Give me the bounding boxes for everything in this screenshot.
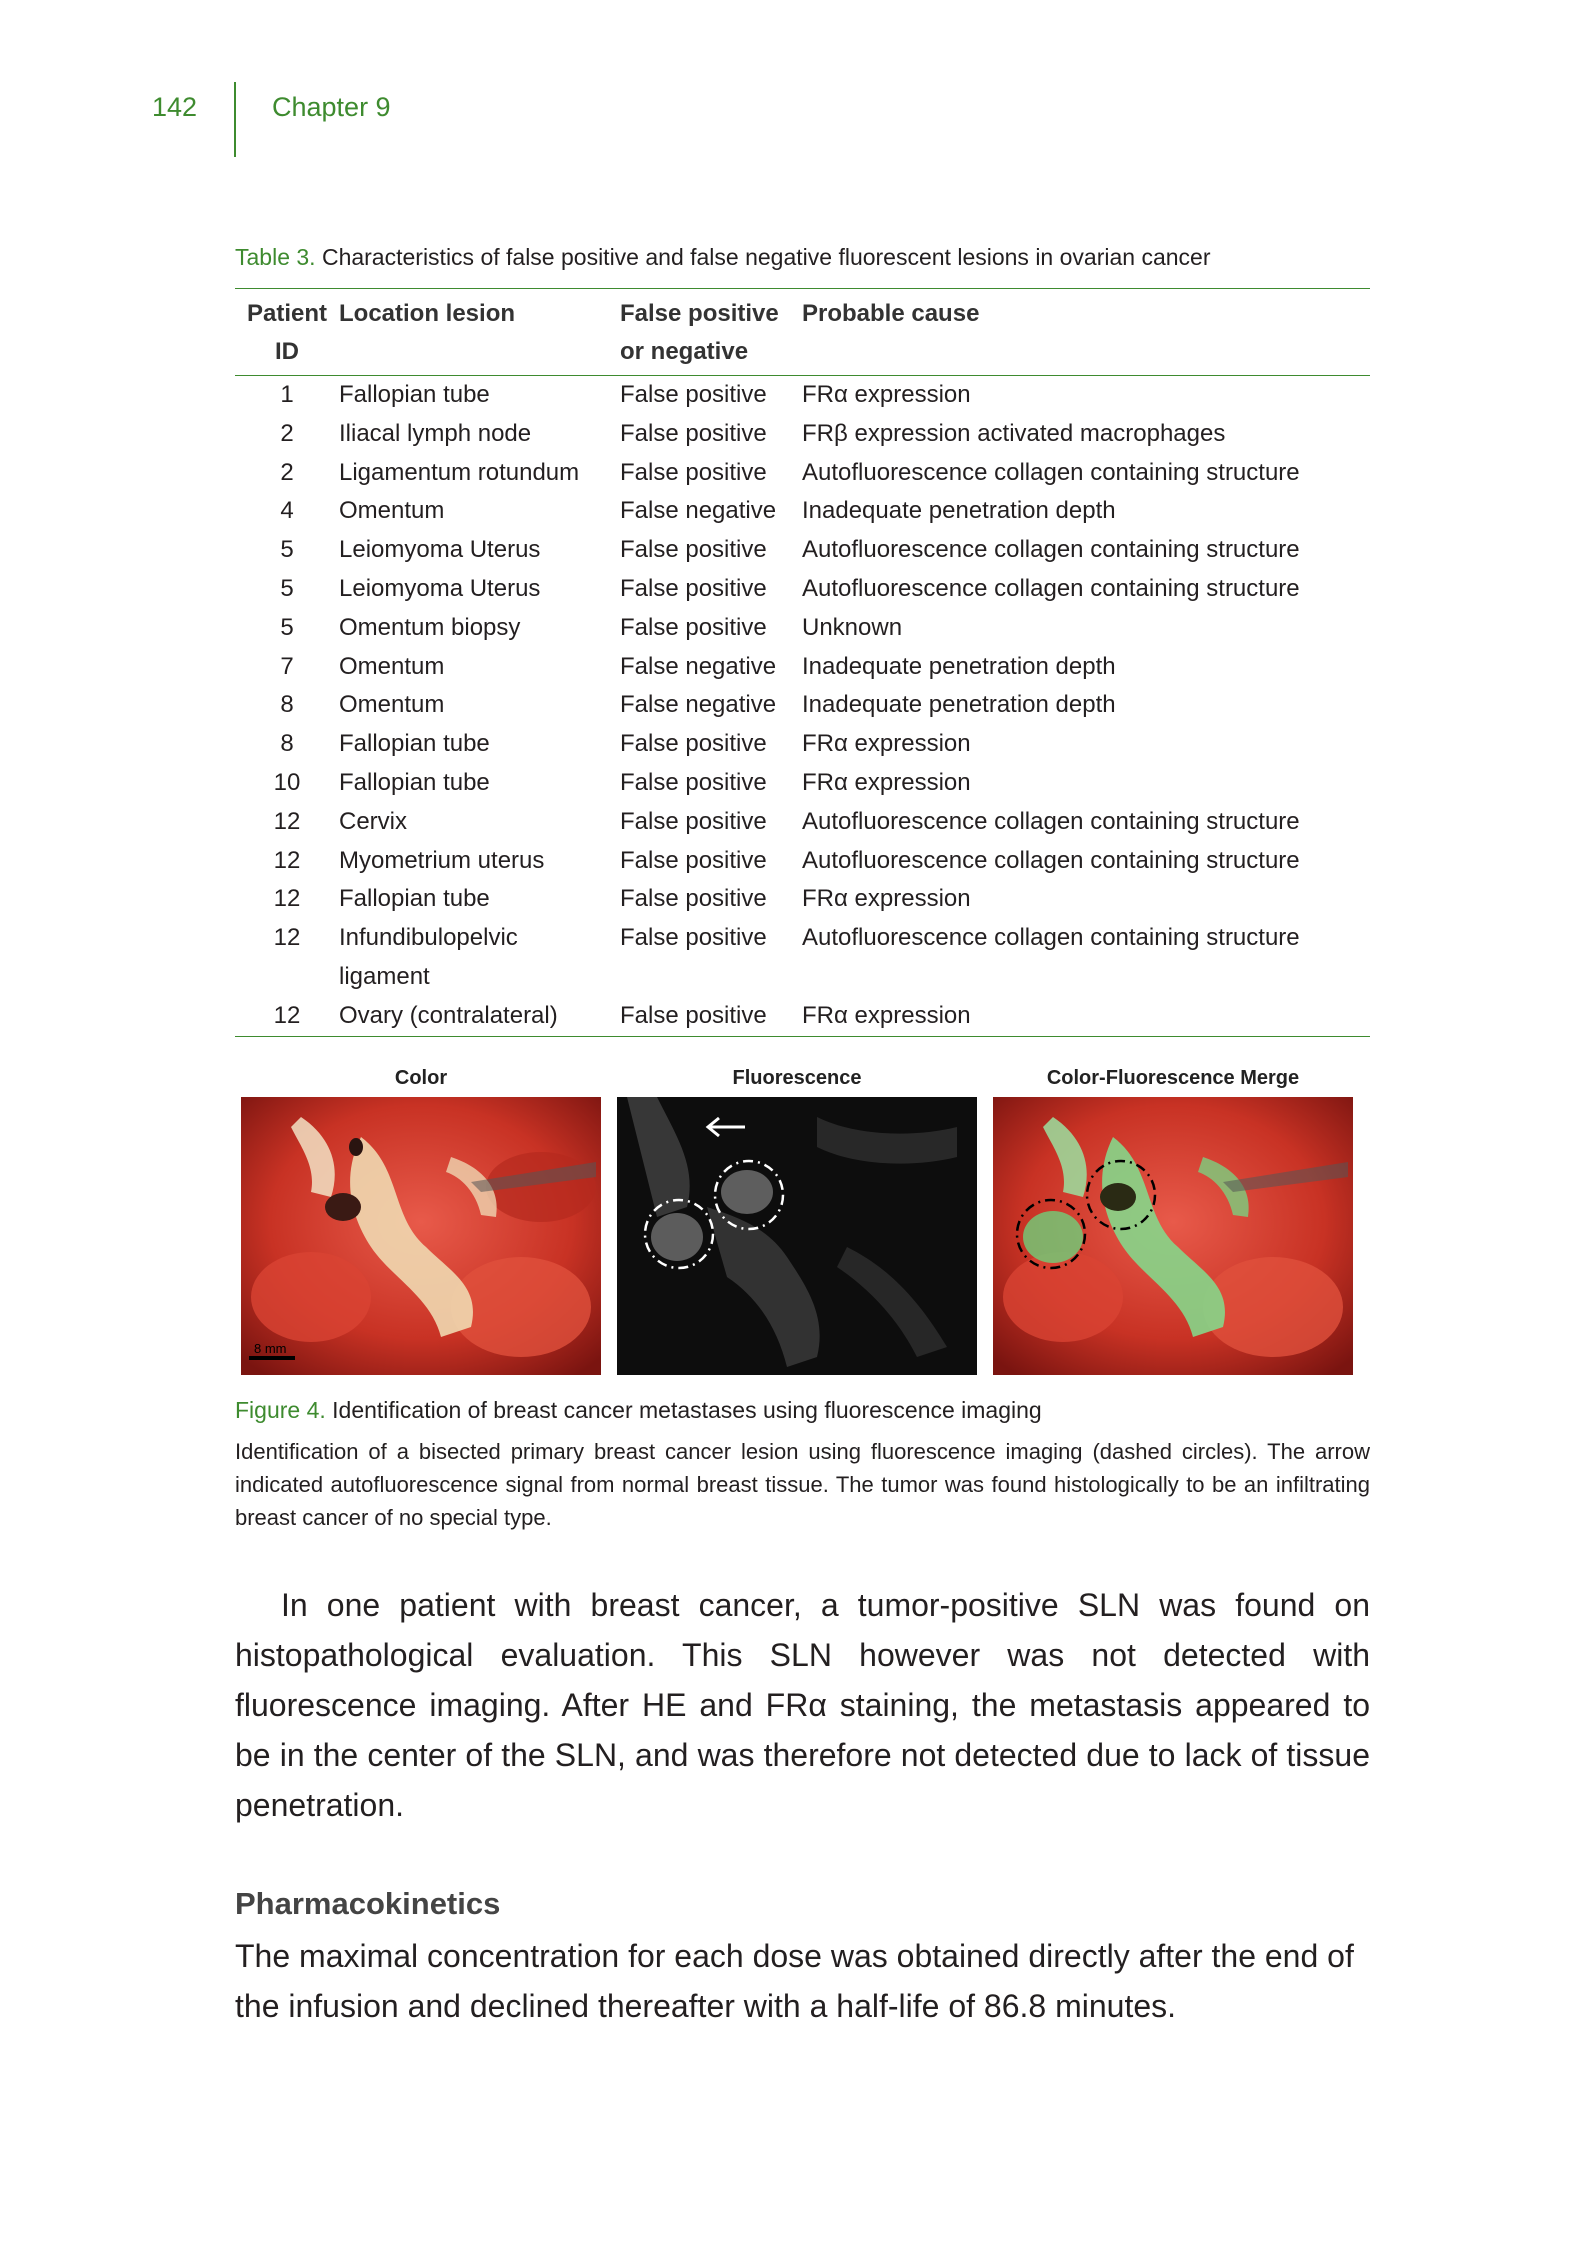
table-row — [235, 376, 1370, 415]
cell-cause: Unknown — [802, 613, 903, 641]
cell-patient-id: 8 — [280, 691, 294, 719]
table-row — [235, 958, 1370, 997]
table-row — [235, 919, 1370, 958]
cell-result — [620, 958, 802, 997]
cell-location: Omentum — [339, 652, 445, 680]
panel-label-fluorescence: Fluorescence — [732, 1067, 862, 1089]
cell-patient-id: 4 — [280, 497, 294, 525]
cell-location: Fallopian tube — [339, 768, 490, 796]
page-number: 142 — [152, 92, 198, 122]
cell-result: False negative — [620, 497, 777, 525]
cell-cause: Autofluorescence collagen containing structure — [802, 924, 1300, 952]
cell-location: Omentum — [339, 691, 445, 719]
figure-caption-text: Identification of breast cancer metastases using fluorescence imaging — [332, 1397, 1042, 1423]
cell-location: Ligamentum rotundum — [339, 458, 580, 486]
col-location: Location lesion — [339, 289, 620, 376]
cell-cause: FRα expression — [802, 885, 971, 913]
cell-cause: FRβ expression activated macrophages — [802, 419, 1226, 447]
cell-patient-id: 2 — [280, 419, 294, 447]
cell-patient-id: 12 — [235, 997, 339, 1036]
cell-result: False positive — [620, 536, 767, 564]
chapter-title: Chapter 9 — [272, 92, 391, 122]
col-patient-id-line1: Patient — [246, 300, 327, 327]
cell-patient-id: 12 — [273, 807, 301, 835]
cell-cause: Inadequate penetration depth — [802, 497, 1116, 525]
cell-patient-id: 10 — [273, 768, 301, 796]
cell-location: Fallopian tube — [339, 730, 490, 758]
merge-image — [993, 1097, 1353, 1375]
table-body — [235, 376, 1370, 1037]
body-paragraph-2: The maximal concentration for each dose was obtained directly after the end of the infusion and declined thereafter with a half-life of 86.8 minutes. — [235, 1938, 1354, 2024]
cell-cause: Autofluorescence collagen containing structure — [802, 846, 1300, 874]
cell-location: Myometrium uterus — [339, 846, 545, 874]
cell-result: False positive — [620, 419, 767, 447]
table-row — [235, 725, 1370, 764]
cell-patient-id: 5 — [280, 574, 294, 602]
table-row — [235, 570, 1370, 609]
cell-result: False positive — [620, 768, 767, 796]
cell-result: False positive — [620, 885, 767, 913]
col-false-pos-neg-line1: False positive — [620, 300, 779, 327]
cell-location: Cervix — [339, 807, 408, 835]
cell-cause: FRα expression — [802, 381, 971, 408]
cell-result: False positive — [620, 574, 767, 602]
color-image — [241, 1097, 601, 1375]
panel-label-merge: Color-Fluorescence Merge — [1046, 1067, 1300, 1089]
cell-result: False positive — [620, 846, 767, 874]
table-row — [235, 648, 1370, 687]
table-label: Table 3. — [235, 244, 316, 270]
lesions-table — [235, 288, 1370, 1037]
table-row — [235, 531, 1370, 570]
table-caption — [235, 244, 1370, 271]
cell-cause — [802, 958, 1370, 997]
cell-result: False positive — [620, 613, 767, 641]
table-row — [235, 454, 1370, 493]
cell-location: Omentum — [339, 497, 445, 525]
cell-result: False negative — [620, 652, 777, 680]
cell-result: False positive — [620, 381, 767, 408]
cell-location: Ovary (contralateral) — [339, 997, 620, 1036]
cell-patient-id — [235, 958, 339, 997]
table-row — [235, 686, 1370, 725]
cell-patient-id: 1 — [280, 381, 294, 408]
table-row — [235, 997, 1370, 1036]
fluorescence-image — [617, 1097, 977, 1375]
table-row — [235, 764, 1370, 803]
cell-cause: Inadequate penetration depth — [802, 652, 1116, 680]
cell-location: Leiomyoma Uterus — [339, 574, 541, 602]
cell-location: Iliacal lymph node — [339, 419, 532, 447]
col-false-pos-neg — [620, 289, 802, 376]
cell-location: Leiomyoma Uterus — [339, 536, 541, 564]
section-heading: Pharmacokinetics — [235, 1886, 501, 1921]
cell-cause: Inadequate penetration depth — [802, 691, 1116, 719]
table-row — [235, 842, 1370, 881]
cell-patient-id: 5 — [280, 536, 294, 564]
table-row — [235, 609, 1370, 648]
scale-bar — [249, 1356, 295, 1360]
figure-label: Figure 4. — [235, 1397, 326, 1423]
cell-patient-id: 5 — [280, 613, 294, 641]
cell-result: False positive — [620, 458, 767, 486]
cell-cause: FRα expression — [802, 730, 971, 758]
cell-result: False positive — [620, 730, 767, 758]
cell-result: False positive — [620, 924, 767, 952]
col-patient-id — [235, 289, 339, 376]
header-divider — [234, 82, 236, 157]
table-row — [235, 415, 1370, 454]
color-image-svg — [241, 1097, 601, 1375]
panel-label-color: Color — [394, 1067, 448, 1089]
figure-caption — [235, 1397, 1370, 1424]
cell-location: Omentum biopsy — [339, 613, 521, 641]
cell-patient-id: 12 — [273, 885, 301, 913]
cell-result: False positive — [620, 997, 802, 1036]
merge-image-svg — [993, 1097, 1353, 1375]
table-header-row — [235, 289, 1370, 376]
cell-cause: FRα expression — [802, 997, 1370, 1036]
cell-cause: Autofluorescence collagen containing structure — [802, 807, 1300, 835]
table-row — [235, 803, 1370, 842]
cell-location: Fallopian tube — [339, 885, 490, 913]
col-cause: Probable cause — [802, 289, 1370, 376]
fluorescence-image-svg — [617, 1097, 977, 1375]
cell-cause: Autofluorescence collagen containing structure — [802, 458, 1300, 486]
cell-cause: FRα expression — [802, 768, 971, 796]
scale-bar-label: 8 mm — [254, 1341, 287, 1356]
table-row — [235, 492, 1370, 531]
cell-patient-id: 8 — [280, 730, 294, 758]
cell-patient-id: 7 — [280, 652, 294, 680]
cell-patient-id: 12 — [273, 924, 301, 952]
cell-location: Fallopian tube — [339, 381, 490, 408]
body-paragraph: In one patient with breast cancer, a tumor-positive SLN was found on histopathological evaluation. This SLN however was not detected with fluorescence imaging. After HE and FRα staining, the metastasis appeared to be in the center of the SLN, and was therefore not detected due to lack of tissue penetration. — [235, 1587, 1370, 1823]
cell-patient-id: 2 — [280, 458, 294, 486]
running-header — [0, 0, 1593, 160]
cell-result: False negative — [620, 691, 777, 719]
cell-patient-id: 12 — [273, 846, 301, 874]
col-false-pos-neg-line2: or negative — [620, 338, 749, 365]
cell-result: False positive — [620, 807, 767, 835]
col-patient-id-line2: ID — [275, 338, 299, 365]
table-caption-text: Characteristics of false positive and false negative fluorescent lesions in ovarian cancer — [321, 244, 1211, 270]
cell-location: ligament — [339, 962, 430, 990]
cell-cause: Autofluorescence collagen containing structure — [802, 574, 1300, 602]
cell-cause: Autofluorescence collagen containing structure — [802, 536, 1300, 564]
cell-location: Infundibulopelvic — [339, 924, 518, 952]
figure-description: Identification of a bisected primary breast cancer lesion using fluorescence imaging (dashed circles). The arrow indicated autofluorescence signal from normal breast tissue. The tumor was found histologically to be an infiltrating breast cancer of no special type. — [235, 1439, 1370, 1530]
table-row — [235, 880, 1370, 919]
